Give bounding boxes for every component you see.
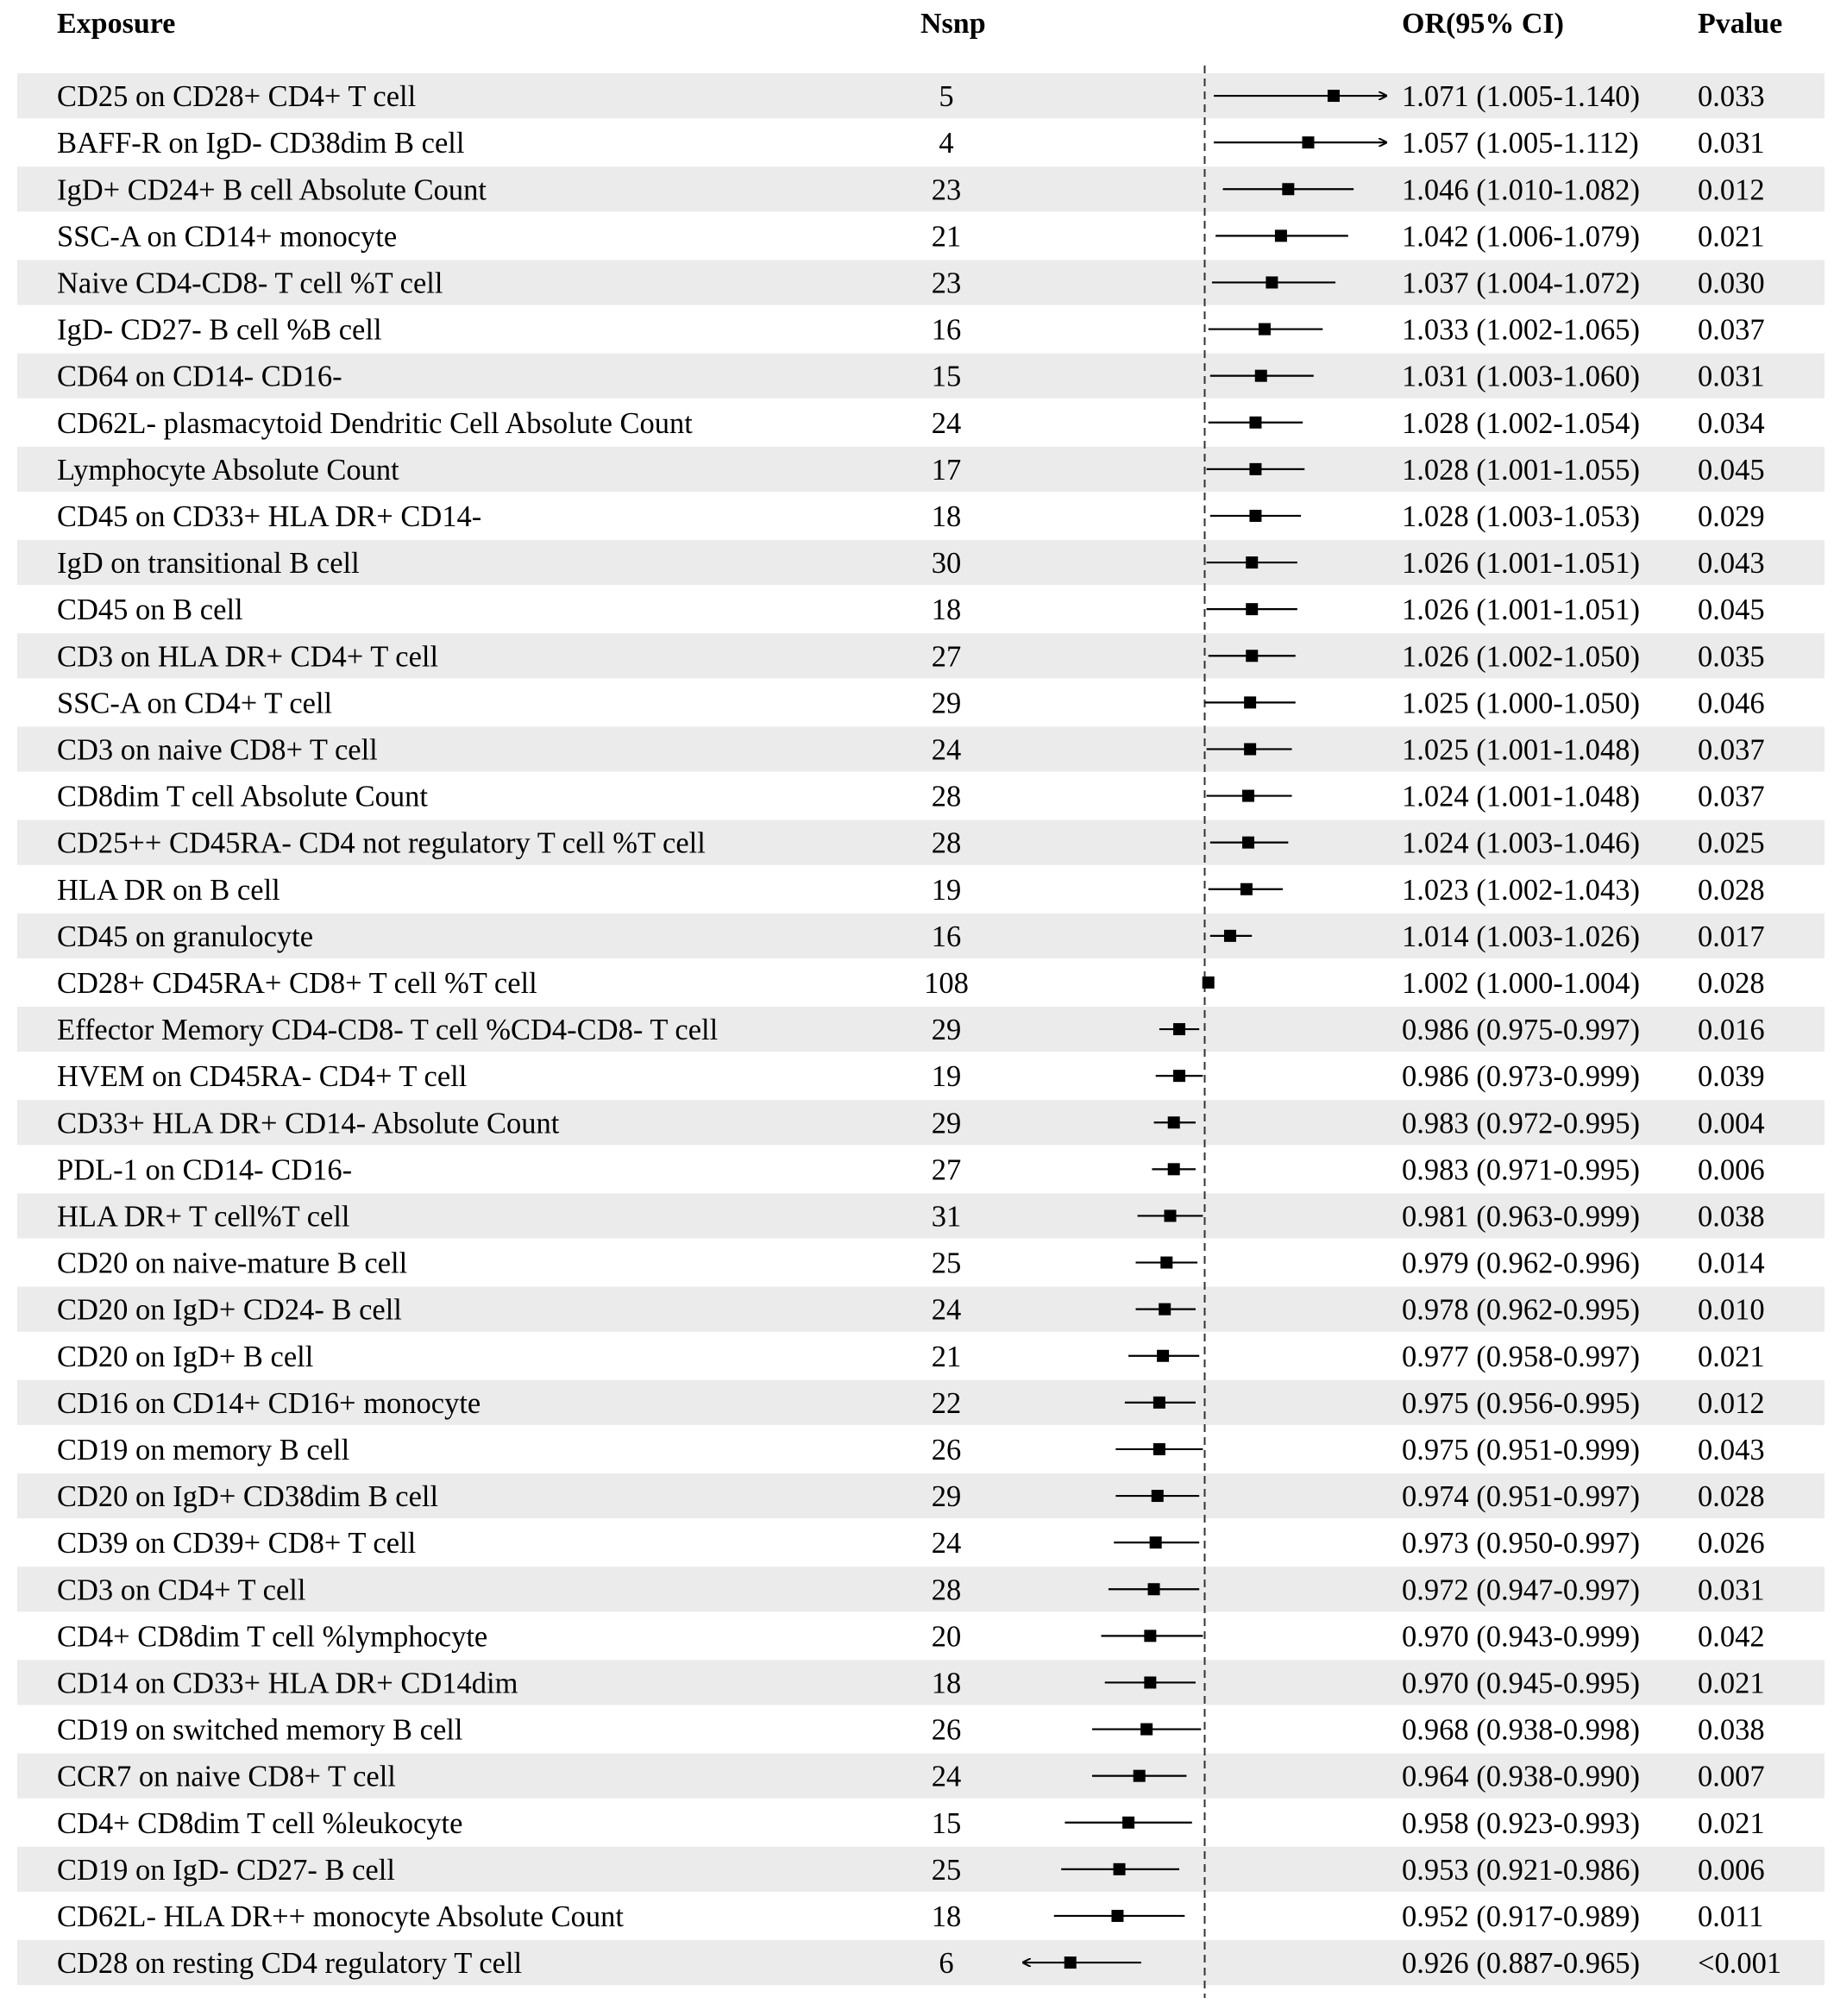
exposure-label: PDL-1 on CD14- CD16- — [57, 1153, 353, 1187]
pvalue-value: 0.045 — [1698, 593, 1765, 627]
header-nsnp: Nsnp — [920, 8, 986, 40]
table-row — [57, 1807, 1765, 1840]
exposure-label: CD19 on switched memory B cell — [57, 1713, 463, 1747]
or-ci-value: 0.926 (0.887-0.965) — [1402, 1947, 1640, 1981]
table-row — [57, 1060, 1765, 1093]
exposure-label: CD45 on granulocyte — [57, 920, 314, 953]
pvalue-value: 0.010 — [1698, 1293, 1765, 1327]
exposure-label: IgD on transitional B cell — [57, 547, 360, 581]
exposure-label: HLA DR+ T cell%T cell — [57, 1200, 350, 1234]
pvalue-value: 0.025 — [1698, 826, 1765, 860]
or-point-marker — [1144, 1676, 1156, 1688]
nsnp-value: 29 — [931, 1480, 962, 1514]
nsnp-value: 24 — [931, 1293, 962, 1327]
nsnp-value: 18 — [931, 593, 962, 627]
nsnp-value: 25 — [931, 1853, 962, 1887]
pvalue-value: 0.028 — [1698, 966, 1765, 1000]
pvalue-value: 0.045 — [1698, 453, 1765, 487]
or-point-marker — [1240, 883, 1253, 895]
or-ci-value: 0.973 (0.950-0.997) — [1402, 1527, 1640, 1561]
pvalue-value: 0.043 — [1698, 1433, 1765, 1466]
pvalue-value: 0.043 — [1698, 547, 1765, 581]
pvalue-value: 0.012 — [1698, 173, 1765, 207]
pvalue-value: 0.021 — [1698, 220, 1765, 254]
or-ci-value: 0.975 (0.956-0.995) — [1402, 1386, 1640, 1420]
or-ci-value: 1.028 (1.003-1.053) — [1402, 499, 1640, 533]
or-point-marker — [1266, 276, 1278, 288]
or-point-marker — [1275, 229, 1287, 242]
pvalue-value: 0.030 — [1698, 267, 1765, 300]
nsnp-value: 15 — [931, 360, 962, 393]
or-ci-value: 1.033 (1.002-1.065) — [1402, 313, 1640, 347]
pvalue-value: 0.028 — [1698, 873, 1765, 907]
exposure-label: CD28 on resting CD4 regulatory T cell — [57, 1947, 523, 1981]
or-point-marker — [1244, 696, 1256, 708]
nsnp-value: 15 — [931, 1806, 962, 1840]
or-ci-value: 1.057 (1.005-1.112) — [1402, 127, 1639, 160]
or-point-marker — [1246, 603, 1258, 615]
exposure-label: CD20 on IgD+ CD24- B cell — [57, 1293, 402, 1327]
or-point-marker — [1168, 1163, 1180, 1175]
table-row — [57, 500, 1765, 533]
exposure-label: CD19 on memory B cell — [57, 1433, 350, 1466]
exposure-label: CD45 on B cell — [57, 593, 243, 627]
nsnp-value: 25 — [931, 1247, 962, 1280]
or-ci-value: 0.953 (0.921-0.986) — [1402, 1853, 1640, 1887]
or-ci-value: 0.975 (0.951-0.999) — [1402, 1433, 1640, 1466]
nsnp-value: 31 — [931, 1200, 962, 1234]
pvalue-value: 0.033 — [1698, 80, 1765, 114]
pvalue-value: 0.029 — [1698, 499, 1765, 533]
or-ci-value: 1.026 (1.001-1.051) — [1402, 593, 1640, 627]
nsnp-value: 108 — [924, 966, 969, 1000]
nsnp-value: 21 — [931, 220, 962, 254]
exposure-label: CD4+ CD8dim T cell %lymphocyte — [57, 1620, 488, 1654]
or-point-marker — [1255, 370, 1267, 382]
nsnp-value: 19 — [931, 873, 962, 907]
pvalue-value: 0.028 — [1698, 1480, 1765, 1514]
or-point-marker — [1249, 510, 1261, 522]
nsnp-value: 30 — [931, 547, 962, 581]
or-ci-value: 1.002 (1.000-1.004) — [1402, 966, 1640, 1000]
table-row — [57, 314, 1765, 347]
exposure-label: HVEM on CD45RA- CD4+ T cell — [57, 1060, 468, 1094]
or-ci-value: 0.979 (0.962-0.996) — [1402, 1247, 1640, 1280]
pvalue-value: 0.038 — [1698, 1200, 1765, 1234]
nsnp-value: 29 — [931, 687, 962, 720]
table-row — [57, 1153, 1765, 1186]
table-row — [57, 1247, 1765, 1280]
or-point-marker — [1144, 1630, 1156, 1642]
or-point-marker — [1173, 1023, 1185, 1035]
exposure-label: SSC-A on CD14+ monocyte — [57, 220, 398, 254]
pvalue-value: 0.037 — [1698, 780, 1765, 813]
or-ci-value: 1.071 (1.005-1.140) — [1402, 80, 1640, 114]
or-point-marker — [1148, 1583, 1160, 1595]
exposure-label: CD3 on naive CD8+ T cell — [57, 733, 378, 767]
or-ci-value: 1.037 (1.004-1.072) — [1402, 267, 1640, 300]
or-point-marker — [1259, 323, 1271, 336]
or-ci-value: 1.025 (1.000-1.050) — [1402, 687, 1640, 720]
pvalue-value: 0.031 — [1698, 360, 1765, 393]
nsnp-value: 26 — [931, 1433, 962, 1466]
exposure-label: CD3 on CD4+ T cell — [57, 1573, 306, 1607]
pvalue-value: 0.012 — [1698, 1386, 1765, 1420]
exposure-label: CD45 on CD33+ HLA DR+ CD14- — [57, 499, 482, 533]
nsnp-value: 29 — [931, 1107, 962, 1140]
pvalue-value: 0.031 — [1698, 127, 1765, 160]
or-point-marker — [1173, 1070, 1185, 1082]
nsnp-value: 24 — [931, 1760, 962, 1793]
nsnp-value: 27 — [931, 1153, 962, 1187]
or-ci-value: 1.025 (1.001-1.048) — [1402, 733, 1640, 767]
header-or: OR(95% CI) — [1402, 8, 1564, 40]
or-ci-value: 0.968 (0.938-0.998) — [1402, 1713, 1640, 1747]
or-ci-value: 1.023 (1.002-1.043) — [1402, 873, 1640, 907]
or-ci-value: 0.972 (0.947-0.997) — [1402, 1573, 1640, 1607]
pvalue-value: 0.011 — [1698, 1900, 1764, 1933]
or-ci-value: 0.978 (0.962-0.995) — [1402, 1293, 1640, 1327]
exposure-label: Lymphocyte Absolute Count — [57, 453, 399, 487]
or-ci-value: 0.981 (0.963-0.999) — [1402, 1200, 1640, 1234]
header-exposure: Exposure — [57, 8, 176, 40]
or-ci-value: 1.028 (1.001-1.055) — [1402, 453, 1640, 487]
exposure-label: CD19 on IgD- CD27- B cell — [57, 1853, 395, 1887]
nsnp-value: 21 — [931, 1340, 962, 1373]
table-row — [57, 593, 1765, 626]
or-point-marker — [1249, 463, 1261, 475]
nsnp-value: 28 — [931, 826, 962, 860]
exposure-label: CD62L- HLA DR++ monocyte Absolute Count — [57, 1900, 625, 1933]
or-point-marker — [1224, 930, 1236, 942]
exposure-label: IgD- CD27- B cell %B cell — [57, 313, 382, 347]
table-row — [57, 220, 1765, 253]
pvalue-value: 0.046 — [1698, 687, 1765, 720]
or-ci-value: 1.026 (1.001-1.051) — [1402, 547, 1640, 581]
nsnp-value: 23 — [931, 267, 962, 300]
pvalue-value: 0.031 — [1698, 1573, 1765, 1607]
or-point-marker — [1065, 1956, 1077, 1969]
or-ci-value: 0.970 (0.945-0.995) — [1402, 1667, 1640, 1700]
nsnp-value: 18 — [931, 499, 962, 533]
nsnp-value: 16 — [931, 920, 962, 953]
pvalue-value: 0.026 — [1698, 1527, 1765, 1561]
or-point-marker — [1111, 1910, 1123, 1922]
or-point-marker — [1160, 1257, 1172, 1269]
exposure-label: CD39 on CD39+ CD8+ T cell — [57, 1527, 417, 1561]
table-row — [57, 1714, 1765, 1747]
or-point-marker — [1114, 1863, 1126, 1875]
pvalue-value: 0.006 — [1698, 1853, 1765, 1887]
exposure-label: CD33+ HLA DR+ CD14- Absolute Count — [57, 1107, 560, 1140]
exposure-label: CD25 on CD28+ CD4+ T cell — [57, 80, 417, 114]
or-point-marker — [1153, 1443, 1165, 1455]
nsnp-value: 29 — [931, 1014, 962, 1047]
pvalue-value: 0.007 — [1698, 1760, 1765, 1793]
pvalue-value: 0.004 — [1698, 1107, 1765, 1140]
or-ci-value: 0.964 (0.938-0.990) — [1402, 1760, 1640, 1793]
pvalue-value: 0.017 — [1698, 920, 1765, 953]
or-point-marker — [1168, 1116, 1180, 1128]
or-point-marker — [1134, 1770, 1146, 1782]
or-point-marker — [1159, 1303, 1171, 1316]
or-point-marker — [1140, 1724, 1153, 1736]
table-row — [57, 874, 1765, 907]
pvalue-value: 0.039 — [1698, 1060, 1765, 1094]
table-row — [57, 127, 1765, 160]
or-ci-value: 0.952 (0.917-0.989) — [1402, 1900, 1640, 1933]
or-ci-value: 0.983 (0.971-0.995) — [1402, 1153, 1640, 1187]
or-point-marker — [1150, 1536, 1162, 1548]
exposure-label: CD20 on naive-mature B cell — [57, 1247, 408, 1280]
or-point-marker — [1242, 790, 1254, 802]
nsnp-value: 4 — [939, 127, 954, 160]
table-row — [57, 687, 1765, 719]
exposure-label: CD64 on CD14- CD16- — [57, 360, 342, 393]
table-row — [57, 1620, 1765, 1653]
pvalue-value: 0.034 — [1698, 406, 1765, 440]
pvalue-value: 0.042 — [1698, 1620, 1765, 1654]
nsnp-value: 16 — [931, 313, 962, 347]
pvalue-value: 0.021 — [1698, 1806, 1765, 1840]
or-ci-value: 0.958 (0.923-0.993) — [1402, 1806, 1640, 1840]
or-point-marker — [1152, 1490, 1164, 1502]
nsnp-value: 28 — [931, 1573, 962, 1607]
or-point-marker — [1122, 1817, 1134, 1829]
nsnp-value: 26 — [931, 1713, 962, 1747]
exposure-label: CD62L- plasmacytoid Dendritic Cell Absolute Count — [57, 406, 693, 440]
exposure-label: CD28+ CD45RA+ CD8+ T cell %T cell — [57, 966, 537, 1000]
or-point-marker — [1242, 837, 1254, 849]
exposure-label: CD8dim T cell Absolute Count — [57, 780, 428, 813]
nsnp-value: 24 — [931, 406, 962, 440]
pvalue-value: 0.037 — [1698, 313, 1765, 347]
or-ci-value: 0.977 (0.958-0.997) — [1402, 1340, 1640, 1373]
or-ci-value: 0.983 (0.972-0.995) — [1402, 1107, 1640, 1140]
or-ci-value: 1.028 (1.002-1.054) — [1402, 406, 1640, 440]
nsnp-value: 18 — [931, 1667, 962, 1700]
or-point-marker — [1249, 417, 1261, 429]
nsnp-value: 22 — [931, 1386, 962, 1420]
header-pvalue: Pvalue — [1698, 8, 1783, 40]
or-ci-value: 0.970 (0.943-0.999) — [1402, 1620, 1640, 1654]
table-header — [57, 8, 1782, 40]
exposure-label: CD16 on CD14+ CD16+ monocyte — [57, 1386, 481, 1420]
exposure-label: Effector Memory CD4-CD8- T cell %CD4-CD8- T cell — [57, 1014, 719, 1047]
pvalue-value: <0.001 — [1698, 1947, 1782, 1981]
table-row — [57, 781, 1765, 813]
pvalue-value: 0.021 — [1698, 1667, 1765, 1700]
or-point-marker — [1246, 556, 1258, 568]
nsnp-value: 27 — [931, 640, 962, 674]
or-point-marker — [1153, 1397, 1165, 1409]
or-point-marker — [1244, 743, 1256, 755]
or-ci-value: 1.024 (1.003-1.046) — [1402, 826, 1640, 860]
exposure-label: CD25++ CD45RA- CD4 not regulatory T cell %T cell — [57, 826, 706, 860]
pvalue-value: 0.038 — [1698, 1713, 1765, 1747]
exposure-label: CD4+ CD8dim T cell %leukocyte — [57, 1806, 463, 1840]
nsnp-value: 24 — [931, 733, 962, 767]
nsnp-value: 23 — [931, 173, 962, 207]
nsnp-value: 20 — [931, 1620, 962, 1654]
pvalue-value: 0.037 — [1698, 733, 1765, 767]
exposure-label: CD14 on CD33+ HLA DR+ CD14dim — [57, 1667, 518, 1700]
exposure-label: CD20 on IgD+ CD38dim B cell — [57, 1480, 439, 1514]
nsnp-value: 17 — [931, 453, 962, 487]
table-row — [57, 407, 1765, 440]
exposure-label: SSC-A on CD4+ T cell — [57, 687, 333, 720]
or-ci-value: 0.974 (0.951-0.997) — [1402, 1480, 1640, 1514]
or-ci-value: 0.986 (0.975-0.997) — [1402, 1014, 1640, 1047]
exposure-label: CD3 on HLA DR+ CD4+ T cell — [57, 640, 439, 674]
or-point-marker — [1282, 183, 1294, 195]
or-point-marker — [1302, 136, 1314, 148]
exposure-label: BAFF-R on IgD- CD38dim B cell — [57, 127, 465, 160]
pvalue-value: 0.014 — [1698, 1247, 1765, 1280]
nsnp-value: 5 — [939, 80, 954, 114]
or-point-marker — [1165, 1209, 1177, 1222]
table-row — [57, 1434, 1765, 1466]
exposure-label: CCR7 on naive CD8+ T cell — [57, 1760, 396, 1793]
pvalue-value: 0.006 — [1698, 1153, 1765, 1187]
table-row — [57, 1527, 1765, 1560]
pvalue-value: 0.021 — [1698, 1340, 1765, 1373]
exposure-label: CD20 on IgD+ B cell — [57, 1340, 314, 1373]
pvalue-value: 0.016 — [1698, 1014, 1765, 1047]
exposure-label: IgD+ CD24+ B cell Absolute Count — [57, 173, 487, 207]
table-row — [57, 1341, 1765, 1373]
table-row — [57, 967, 1765, 1000]
pvalue-value: 0.035 — [1698, 640, 1765, 674]
table-row — [57, 1900, 1763, 1933]
nsnp-value: 24 — [931, 1527, 962, 1561]
or-ci-value: 0.986 (0.973-0.999) — [1402, 1060, 1640, 1094]
exposure-label: HLA DR on B cell — [57, 873, 280, 907]
or-point-marker — [1157, 1350, 1169, 1362]
or-point-marker — [1203, 977, 1215, 989]
or-ci-value: 1.031 (1.003-1.060) — [1402, 360, 1640, 393]
or-ci-value: 1.026 (1.002-1.050) — [1402, 640, 1640, 674]
nsnp-value: 19 — [931, 1060, 962, 1094]
exposure-label: Naive CD4-CD8- T cell %T cell — [57, 267, 443, 300]
nsnp-value: 18 — [931, 1900, 962, 1933]
or-point-marker — [1246, 650, 1258, 662]
or-ci-value: 1.014 (1.003-1.026) — [1402, 920, 1640, 953]
nsnp-value: 28 — [931, 780, 962, 813]
nsnp-value: 6 — [939, 1947, 954, 1981]
or-ci-value: 1.024 (1.001-1.048) — [1402, 780, 1640, 813]
or-point-marker — [1328, 90, 1340, 102]
or-ci-value: 1.046 (1.010-1.082) — [1402, 173, 1640, 207]
or-ci-value: 1.042 (1.006-1.079) — [1402, 220, 1640, 254]
